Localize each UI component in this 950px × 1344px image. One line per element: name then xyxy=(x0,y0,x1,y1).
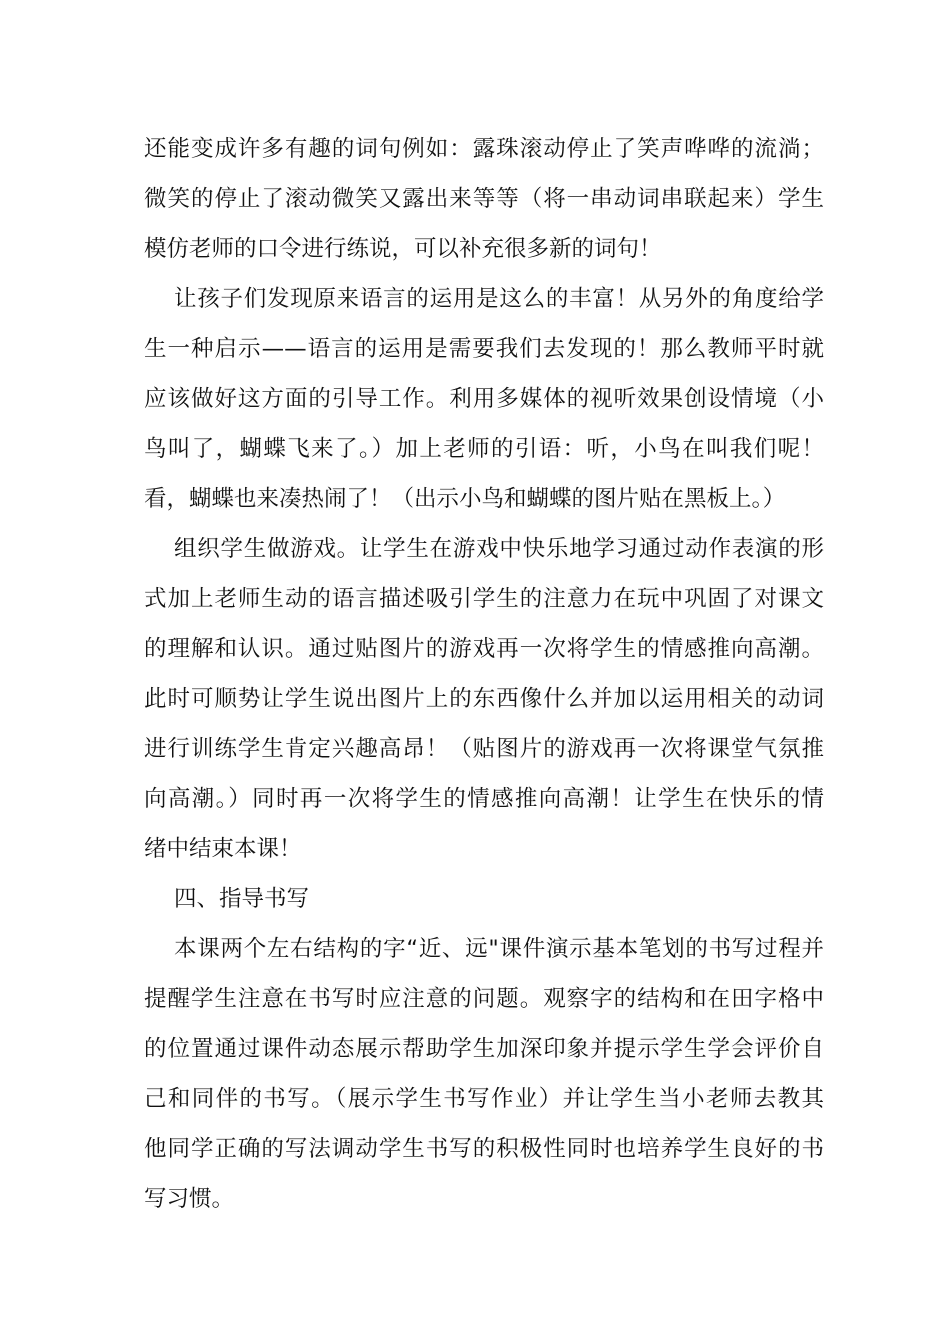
text-line: 进行训练学生肯定兴趣高昂！（贴图片的游戏再一次将课堂气氛推 xyxy=(144,736,824,762)
text-line: 写习惯。 xyxy=(144,1186,235,1212)
section-heading: 四、指导书写 xyxy=(174,886,310,912)
paragraph-first-line: 本课两个左右结构的字“近、远"课件演示基本笔划的书写过程并 xyxy=(174,936,824,962)
text-line: 绪中结束本课！ xyxy=(144,836,302,862)
text-line: 生一种启示——语言的运用是需要我们去发现的！那么教师平时就 xyxy=(144,336,824,362)
text-line: 看，蝴蝶也来凑热闹了！（出示小鸟和蝴蝶的图片贴在黑板上。） xyxy=(144,486,786,512)
paragraph-first-line: 组织学生做游戏。让学生在游戏中快乐地学习通过动作表演的形 xyxy=(174,536,824,562)
text-line: 微笑的停止了滚动微笑又露出来等等（将一串动词串联起来）学生 xyxy=(144,186,824,212)
text-line: 向高潮。）同时再一次将学生的情感推向高潮！让学生在快乐的情 xyxy=(144,786,824,812)
paragraph-first-line: 让孩子们发现原来语言的运用是这么的丰富！从另外的角度给学 xyxy=(174,286,824,312)
text-line: 他同学正确的写法调动学生书写的积极性同时也培养学生良好的书 xyxy=(144,1136,824,1162)
text-line: 模仿老师的口令进行练说，可以补充很多新的词句！ xyxy=(144,236,662,262)
text-line: 还能变成许多有趣的词句例如：露珠滚动停止了笑声哗哗的流淌； xyxy=(144,136,824,162)
text-line: 应该做好这方面的引导工作。利用多媒体的视听效果创设情境（小 xyxy=(144,386,824,412)
text-line: 己和同伴的书写。（展示学生书写作业）并让学生当小老师去教其 xyxy=(144,1086,824,1112)
text-line: 的理解和认识。通过贴图片的游戏再一次将学生的情感推向高潮。 xyxy=(144,636,824,662)
text-line: 的位置通过课件动态展示帮助学生加深印象并提示学生学会评价自 xyxy=(144,1036,824,1062)
text-line: 此时可顺势让学生说出图片上的东西像什么并加以运用相关的动词 xyxy=(144,686,824,712)
text-line: 提醒学生注意在书写时应注意的问题。观察字的结构和在田字格中 xyxy=(144,986,824,1012)
text-line: 鸟叫了，蝴蝶飞来了。）加上老师的引语：听，小鸟在叫我们呢！ xyxy=(144,436,824,462)
text-line: 式加上老师生动的语言描述吸引学生的注意力在玩中巩固了对课文 xyxy=(144,586,824,612)
